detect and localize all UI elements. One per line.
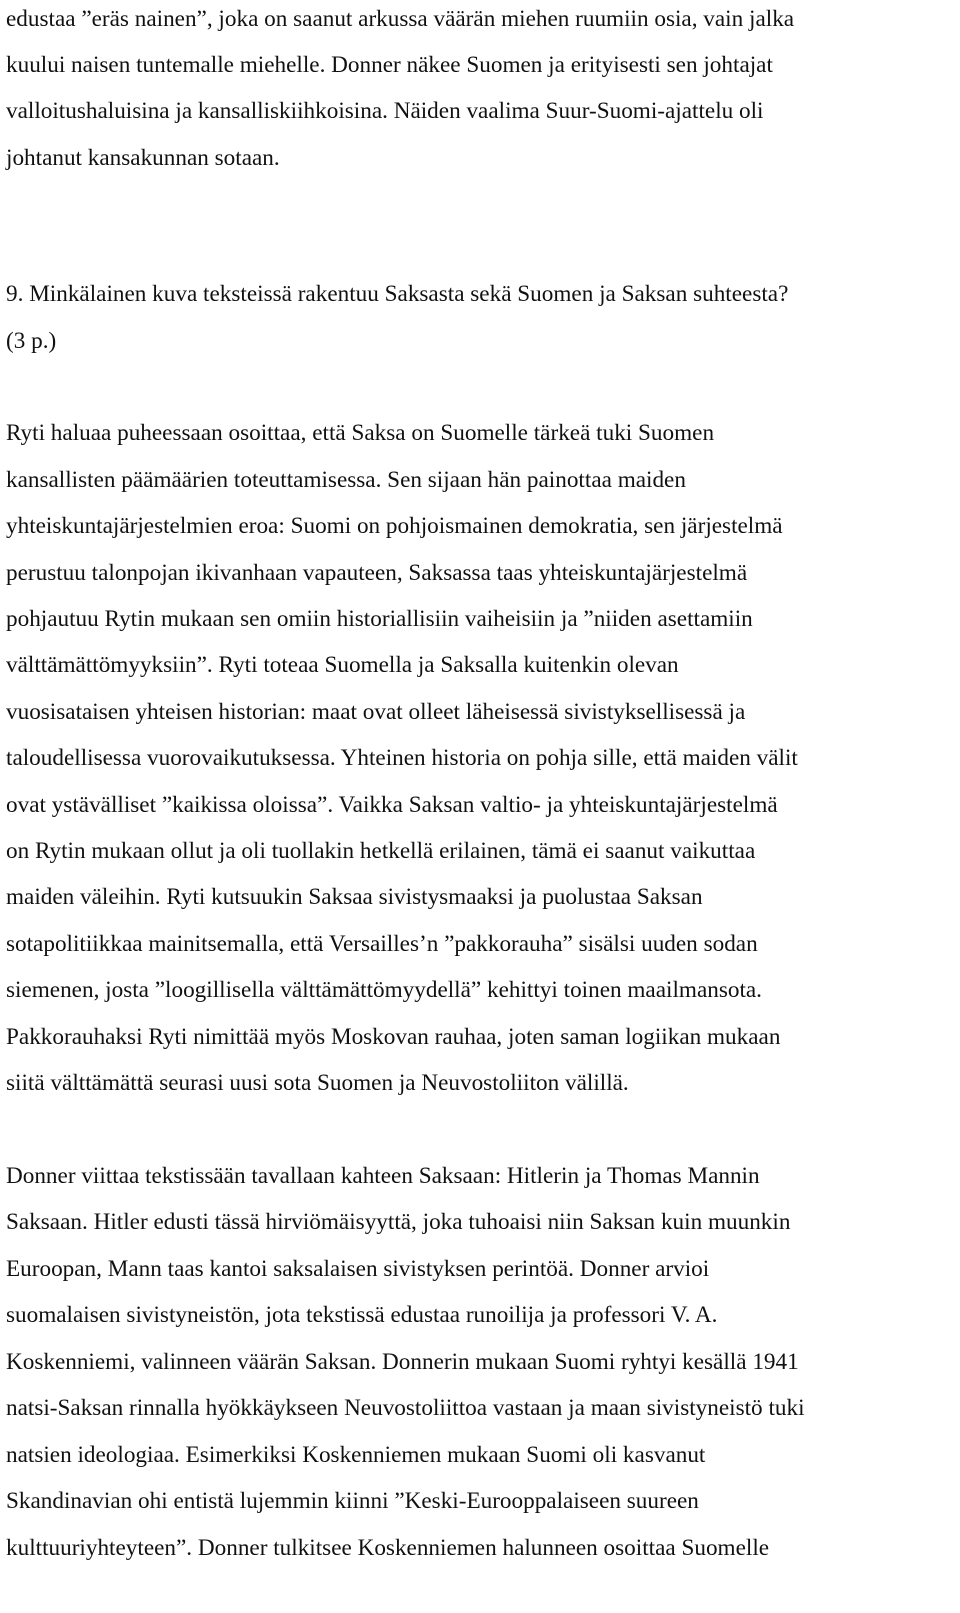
text-line: natsi-Saksan rinnalla hyökkäykseen Neuvostoliittoa vastaan ja maan sivistyneistö tuki: [6, 1395, 805, 1421]
text-line: Ryti haluaa puheessaan osoittaa, että Saksa on Suomelle tärkeä tuki Suomen: [6, 420, 715, 446]
text-line: kansallisten päämäärien toteuttamisessa. Sen sijaan hän painottaa maiden: [6, 467, 686, 493]
text-line: Skandinavian ohi entistä lujemmin kiinni ”Keski-Eurooppalaiseen suureen: [6, 1488, 699, 1514]
question-heading: 9. Minkälainen kuva teksteissä rakentuu Saksasta sekä Suomen ja Saksan suhteesta?: [6, 281, 789, 307]
text-line: välttämättömyyksiin”. Ryti toteaa Suomella ja Saksalla kuitenkin olevan: [6, 652, 679, 678]
text-line: sotapolitiikkaa mainitsemalla, että Versailles’n ”pakkorauha” sisälsi uuden sodan: [6, 931, 758, 957]
text-line: ovat ystävälliset ”kaikissa oloissa”. Vaikka Saksan valtio- ja yhteiskuntajärjestelmä: [6, 792, 778, 818]
text-line: Euroopan, Mann taas kantoi saksalaisen sivistyksen perintöä. Donner arvioi: [6, 1256, 710, 1282]
text-line: yhteiskuntajärjestelmien eroa: Suomi on pohjoismainen demokratia, sen järjestelmä: [6, 513, 783, 539]
text-line: perustuu talonpojan ikivanhaan vapauteen, Saksassa taas yhteiskuntajärjestelmä: [6, 560, 748, 586]
text-line: on Rytin mukaan ollut ja oli tuollakin hetkellä erilainen, tämä ei saanut vaikuttaa: [6, 838, 756, 864]
text-line: kulttuuriyhteyteen”. Donner tulkitsee Koskenniemen halunneen osoittaa Suomelle: [6, 1535, 770, 1561]
question-points: (3 p.): [6, 328, 57, 354]
text-line: Saksaan. Hitler edusti tässä hirviömäisyyttä, joka tuhoaisi niin Saksan kuin muunkin: [6, 1209, 791, 1235]
text-line: siemenen, josta ”loogillisella välttämättömyydellä” kehittyi toinen maailmansota.: [6, 977, 762, 1003]
text-line: vuosisataisen yhteisen historian: maat ovat olleet läheisessä sivistyksellisessä ja: [6, 699, 746, 725]
text-line: johtanut kansakunnan sotaan.: [6, 145, 280, 171]
text-line: maiden väleihin. Ryti kutsuukin Saksaa sivistysmaaksi ja puolustaa Saksan: [6, 884, 703, 910]
text-line: edustaa ”eräs nainen”, joka on saanut arkussa väärän miehen ruumiin osia, vain jalka: [6, 6, 795, 32]
text-line: Pakkorauhaksi Ryti nimittää myös Moskovan rauhaa, joten saman logiikan mukaan: [6, 1024, 781, 1050]
text-line: suomalaisen sivistyneistön, jota tekstissä edustaa runoilija ja professori V. A.: [6, 1302, 718, 1328]
text-line: Donner viittaa tekstissään tavallaan kahteen Saksaan: Hitlerin ja Thomas Mannin: [6, 1163, 760, 1189]
text-line: natsien ideologiaa. Esimerkiksi Koskenniemen mukaan Suomi oli kasvanut: [6, 1442, 706, 1468]
text-line: Koskenniemi, valinneen väärän Saksan. Donnerin mukaan Suomi ryhtyi kesällä 1941: [6, 1349, 799, 1375]
text-line: valloitushaluisina ja kansalliskiihkoisina. Näiden vaalima Suur-Suomi-ajattelu oli: [6, 98, 764, 124]
text-line: pohjautuu Rytin mukaan sen omiin historiallisiin vaiheisiin ja ”niiden asettamiin: [6, 606, 753, 632]
text-line: taloudellisessa vuorovaikutuksessa. Yhteinen historia on pohja sille, että maiden välit: [6, 745, 798, 771]
text-line: siitä välttämättä seurasi uusi sota Suomen ja Neuvostoliiton välillä.: [6, 1070, 629, 1096]
text-line: kuului naisen tuntemalle miehelle. Donner näkee Suomen ja erityisesti sen johtajat: [6, 52, 773, 78]
